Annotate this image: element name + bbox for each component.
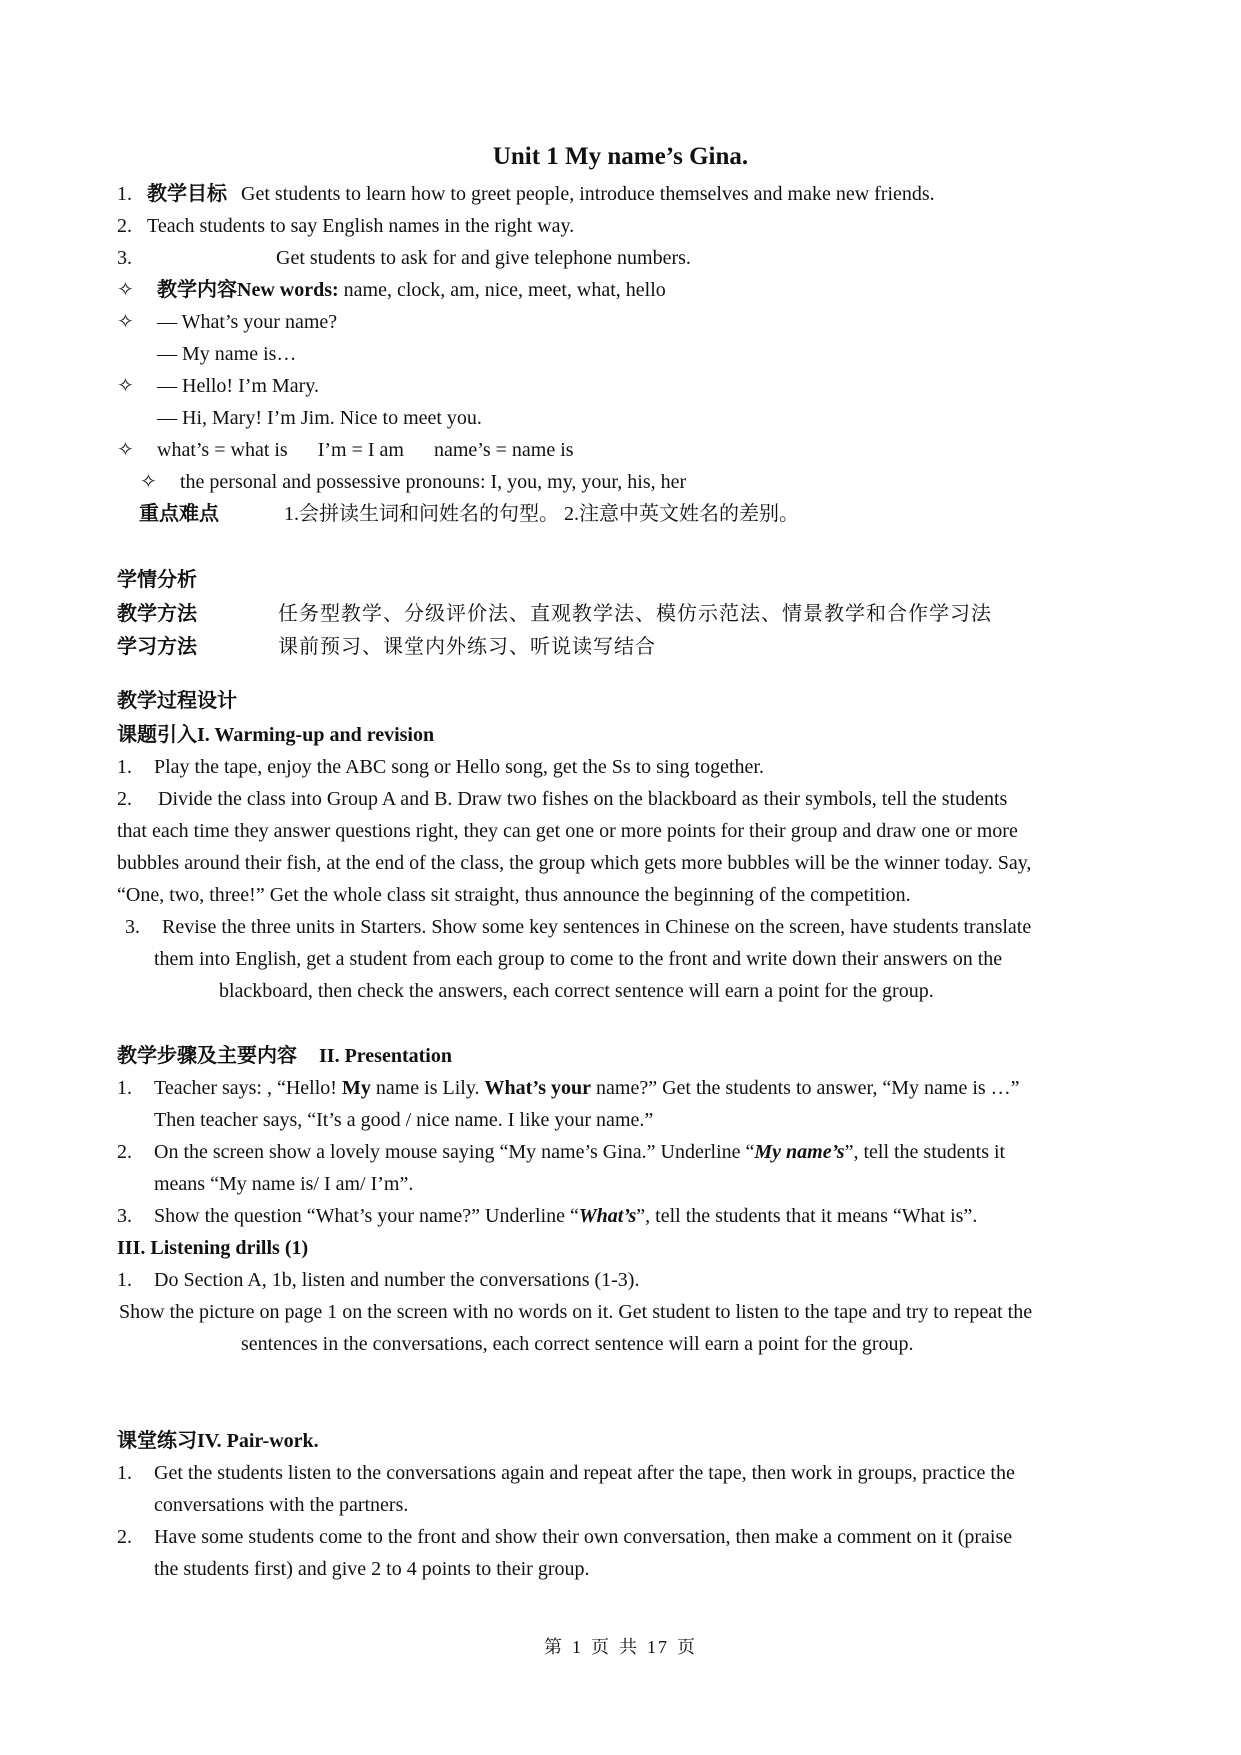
warmup-step-1	[117, 754, 764, 780]
step-number: 2.	[117, 1526, 132, 1548]
section-3-heading: III. Listening drills (1)	[117, 1237, 309, 1259]
warmup-step-3-line-3: blackboard, then check the answers, each correct sentence will earn a point for the group.	[219, 980, 934, 1002]
warmup-step-3-line-1	[125, 914, 1031, 940]
diamond-bullet-icon: ✧	[117, 439, 134, 461]
dialogue-1-line-1	[117, 309, 337, 335]
key-points-text: 1.会拼读生词和问姓名的句型。 2.注意中英文姓名的差别。	[284, 503, 799, 525]
section-4-cn: 课堂练习	[117, 1430, 197, 1452]
footer-word: 页	[591, 1637, 611, 1657]
warmup-step-3-line-2: them into English, get a student from each group to come to the front and write down their answers on the	[154, 948, 1003, 970]
objective-1-number: 1.	[117, 183, 132, 205]
section-4-en: IV. Pair-work.	[197, 1430, 319, 1452]
step-text: Divide the class into Group A and B. Draw two fishes on the blackboard as their symbols, tell the students	[158, 788, 1008, 810]
diamond-bullet-icon: ✧	[117, 375, 134, 397]
warmup-step-2-line-3: bubbles around their fish, at the end of the class, the group which gets more bubbles will be the winner today. Say,	[117, 852, 1032, 874]
section-2-heading	[117, 1043, 452, 1069]
presentation-step-3: 3. Show the question “What’s your name?” Underline “What’s”, tell the students that it means “What is”.	[117, 1205, 978, 1227]
page-footer	[0, 1633, 1241, 1659]
step-number: 3.	[117, 1205, 132, 1227]
listening-step-2-line-1: Show the picture on page 1 on the screen with no words on it. Get student to listen to the tape and try to repeat the	[119, 1301, 1033, 1323]
step-text: Have some students come to the front and show their own conversation, then make a comment on it (praise	[154, 1526, 1013, 1548]
contraction-im: I’m = I am	[317, 439, 404, 461]
presentation-step-2-line-2: means “My name is/ I am/ I’m”.	[154, 1173, 414, 1195]
diamond-bullet-icon: ✧	[117, 279, 134, 301]
page-number: 1	[572, 1637, 583, 1657]
section-1-cn: 课题引入	[117, 724, 197, 746]
step-number: 2.	[117, 788, 132, 810]
presentation-step-1-line-2: Then teacher says, “It’s a good / nice name. I like your name.”	[154, 1109, 654, 1131]
page-title: Unit 1 My name’s Gina.	[492, 143, 749, 170]
new-words-label: New words:	[237, 279, 339, 301]
page-total: 17	[647, 1637, 669, 1657]
contraction-whats: what’s = what is	[157, 439, 288, 461]
dialogue-text: — What’s your name?	[157, 311, 338, 333]
learning-method-text: 课前预习、课堂内外练习、听说读写结合	[278, 636, 656, 658]
objective-2-number: 2.	[117, 215, 132, 237]
dialogue-2-line-1	[117, 373, 319, 399]
contraction-names: name’s = name is	[433, 439, 574, 461]
content-label: 教学内容	[157, 279, 237, 301]
pronouns-line	[140, 469, 686, 495]
step-number: 1.	[117, 1077, 132, 1099]
practice-step-1-line-1	[117, 1460, 1015, 1486]
footer-word: 共	[619, 1637, 639, 1657]
section-1-en: I. Warming-up and revision	[197, 724, 435, 746]
section-2-cn: 教学步骤及主要内容	[117, 1045, 297, 1067]
warmup-step-2-line-4: “One, two, three!” Get the whole class sit straight, thus announce the beginning of the competition.	[117, 884, 911, 906]
step-text: Play the tape, enjoy the ABC song or Hello song, get the Ss to sing together.	[154, 756, 764, 778]
objectives-label: 教学目标	[147, 183, 227, 205]
objective-1	[117, 181, 935, 207]
content-new-words	[117, 277, 666, 303]
step-number: 1.	[117, 1269, 132, 1291]
step-number: 2.	[117, 1141, 132, 1163]
warmup-step-2-line-1	[117, 786, 1007, 812]
key-points-label: 重点难点	[139, 503, 219, 525]
pronouns-text: the personal and possessive pronouns: I, you, my, your, his, her	[180, 471, 687, 493]
contractions-line	[117, 437, 574, 463]
practice-step-2-line-1	[117, 1524, 1012, 1550]
teaching-method-label: 教学方法	[117, 603, 197, 625]
listening-step-2-line-2: sentences in the conversations, each correct sentence will earn a point for the group.	[241, 1333, 914, 1355]
dialogue-2-line-2: — Hi, Mary! I’m Jim. Nice to meet you.	[157, 407, 482, 429]
presentation-step-1-line-1: 1. Teacher says: , “Hello! My name is Lily. What’s your name?” Get the students to answer, “My name is …”	[117, 1077, 1020, 1099]
objective-2-text: Teach students to say English names in the right way.	[147, 215, 575, 237]
step-number: 1.	[117, 1462, 132, 1484]
warmup-step-2-line-2: that each time they answer questions right, they can get one or more points for their group and draw one or more	[117, 820, 1018, 842]
presentation-step-2-line-1: 2. On the screen show a lovely mouse saying “My name’s Gina.” Underline “My name’s”, tell the students it	[117, 1141, 1006, 1163]
process-label: 教学过程设计	[117, 690, 237, 712]
step-text: Get the students listen to the conversations again and repeat after the tape, then work in groups, practice the	[154, 1462, 1015, 1484]
footer-word: 第	[544, 1637, 564, 1657]
step-number: 3.	[125, 916, 140, 938]
section-1-heading	[117, 722, 434, 748]
diamond-bullet-icon: ✧	[140, 471, 157, 493]
step-number: 1.	[117, 756, 132, 778]
step-text: Do Section A, 1b, listen and number the conversations (1-3).	[154, 1269, 640, 1291]
learning-method-label: 学习方法	[117, 636, 197, 658]
objective-3-number: 3.	[117, 247, 132, 269]
objective-3-text: Get students to ask for and give telephone numbers.	[276, 247, 691, 269]
practice-step-1-line-2: conversations with the partners.	[154, 1494, 409, 1516]
dialogue-text: — Hello! I’m Mary.	[157, 375, 319, 397]
new-words-list: name, clock, am, nice, meet, what, hello	[343, 279, 666, 301]
footer-word: 页	[677, 1637, 697, 1657]
dialogue-1-line-2: — My name is…	[157, 343, 297, 365]
teaching-method-text: 任务型教学、分级评价法、直观教学法、模仿示范法、情景教学和合作学习法	[278, 603, 992, 625]
analysis-label: 学情分析	[117, 569, 197, 591]
step-text: Revise the three units in Starters. Show some key sentences in Chinese on the screen, have students translate	[162, 916, 1032, 938]
listening-step-1	[117, 1267, 639, 1293]
objective-1-text: Get students to learn how to greet people, introduce themselves and make new friends.	[241, 183, 935, 205]
objective-2	[117, 213, 574, 239]
section-2-en: II. Presentation	[319, 1045, 452, 1067]
diamond-bullet-icon: ✧	[117, 311, 134, 333]
section-4-heading	[117, 1428, 319, 1454]
practice-step-2-line-2: the students first) and give 2 to 4 points to their group.	[154, 1558, 590, 1580]
